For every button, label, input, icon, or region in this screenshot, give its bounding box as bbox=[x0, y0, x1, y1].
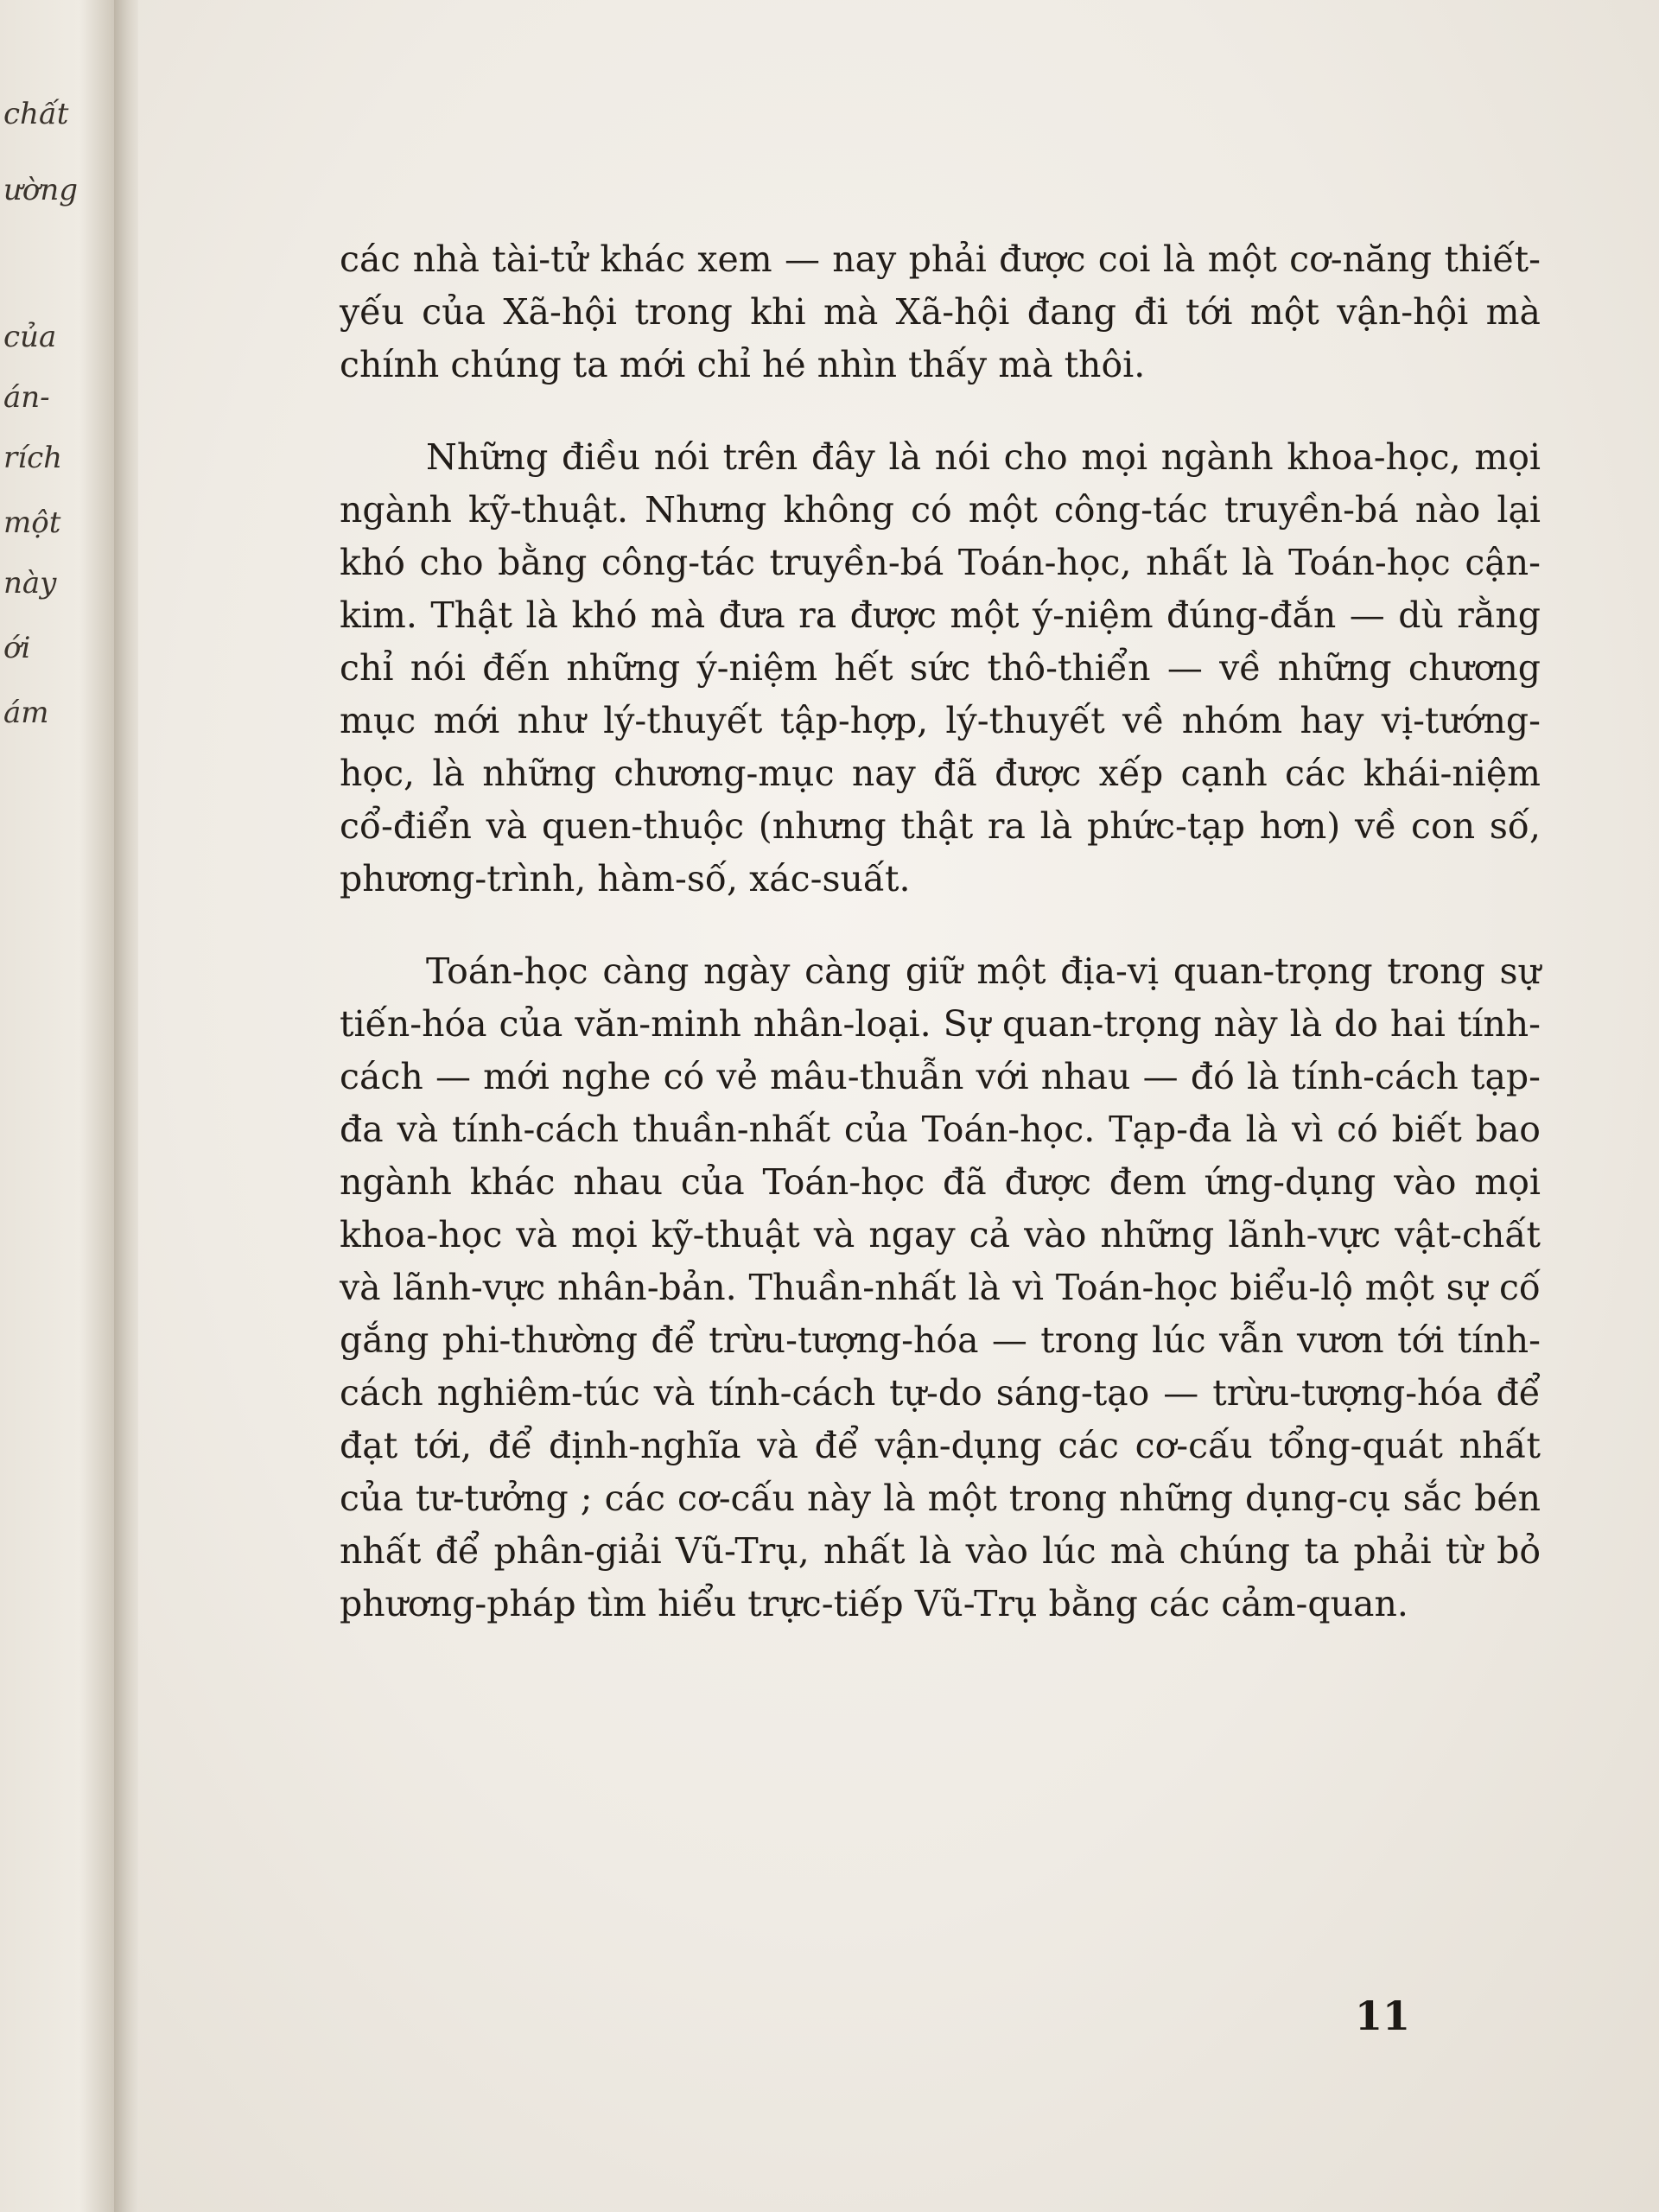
paragraph-1: các nhà tài-tử khác xem — nay phải được coi là một cơ-năng thiết-yếu của Xã-hội trong khi mà Xã-hội đang đi tới một vận-hội mà chính chúng ta mới chỉ hé nhìn thấy mà thôi. bbox=[340, 238, 1541, 385]
adjacent-page-edge bbox=[0, 0, 114, 2212]
adjacent-page-fragment: ám bbox=[3, 696, 49, 730]
adjacent-page-fragment: một bbox=[3, 505, 61, 540]
adjacent-page-fragment: rích bbox=[3, 441, 63, 475]
adjacent-page-fragment: của bbox=[3, 320, 57, 354]
adjacent-page-fragment: chất bbox=[3, 97, 69, 131]
paragraph-2: Những điều nói trên đây là nói cho mọi ngành khoa-học, mọi ngành kỹ-thuật. Nhưng không có một công-tác truyền-bá nào lại khó cho bằng công-tác truyền-bá Toán-học, nhất là Toán-học cận-kim. Thật là khó mà đưa ra được một ý-niệm đúng-đắn — dù rằng chỉ nói đến những ý-niệm hết sức thô-thiển — về những chương mục mới như lý-thuyết tập-hợp, lý-thuyết về nhóm hay vị-tướng-học, là những chương-mục nay đã được xếp cạnh các khái-niệm cổ-điển và quen-thuộc (nhưng thật ra là phức-tạp hơn) về con số, phương-trình, hàm-số, xác-suất. bbox=[340, 436, 1541, 899]
page-number: 11 bbox=[1355, 1993, 1411, 2039]
paragraph-3: Toán-học càng ngày càng giữ một địa-vị quan-trọng trong sự tiến-hóa của văn-minh nhân-loại. Sự quan-trọng này là do hai tính-cách — mới nghe có vẻ mâu-thuẫn với nhau — đó là tính-cách tạp-đa và tính-cách thuần-nhất của Toán-học. Tạp-đa là vì có biết bao ngành khác nhau của Toán-học đã được đem ứng-dụng vào mọi khoa-học và mọi kỹ-thuật và ngay cả vào những lãnh-vực vật-chất và lãnh-vực nhân-bản. Thuần-nhất là vì Toán-học biểu-lộ một sự cố gắng phi-thường để trừu-tượng-hóa — trong lúc vẫn vươn tới tính-cách nghiêm-túc và tính-cách tự-do sáng-tạo — trừu-tượng-hóa để đạt tới, để định-nghĩa và để vận-dụng các cơ-cấu tổng-quát nhất của tư-tưởng ; các cơ-cấu này là một trong những dụng-cụ sắc bén nhất để phân-giải Vũ-Trụ, nhất là vào lúc mà chúng ta phải từ bỏ phương-pháp tìm hiểu trực-tiếp Vũ-Trụ bằng các cảm-quan. bbox=[340, 950, 1541, 1624]
book-gutter bbox=[114, 0, 138, 2212]
adjacent-page-fragment: ường bbox=[3, 173, 79, 207]
adjacent-page-fragment: ới bbox=[3, 631, 31, 665]
book-page bbox=[138, 0, 1659, 2212]
adjacent-page-fragment: này bbox=[3, 566, 57, 601]
body-text bbox=[340, 233, 1541, 1630]
adjacent-page-fragment: án- bbox=[3, 380, 50, 415]
